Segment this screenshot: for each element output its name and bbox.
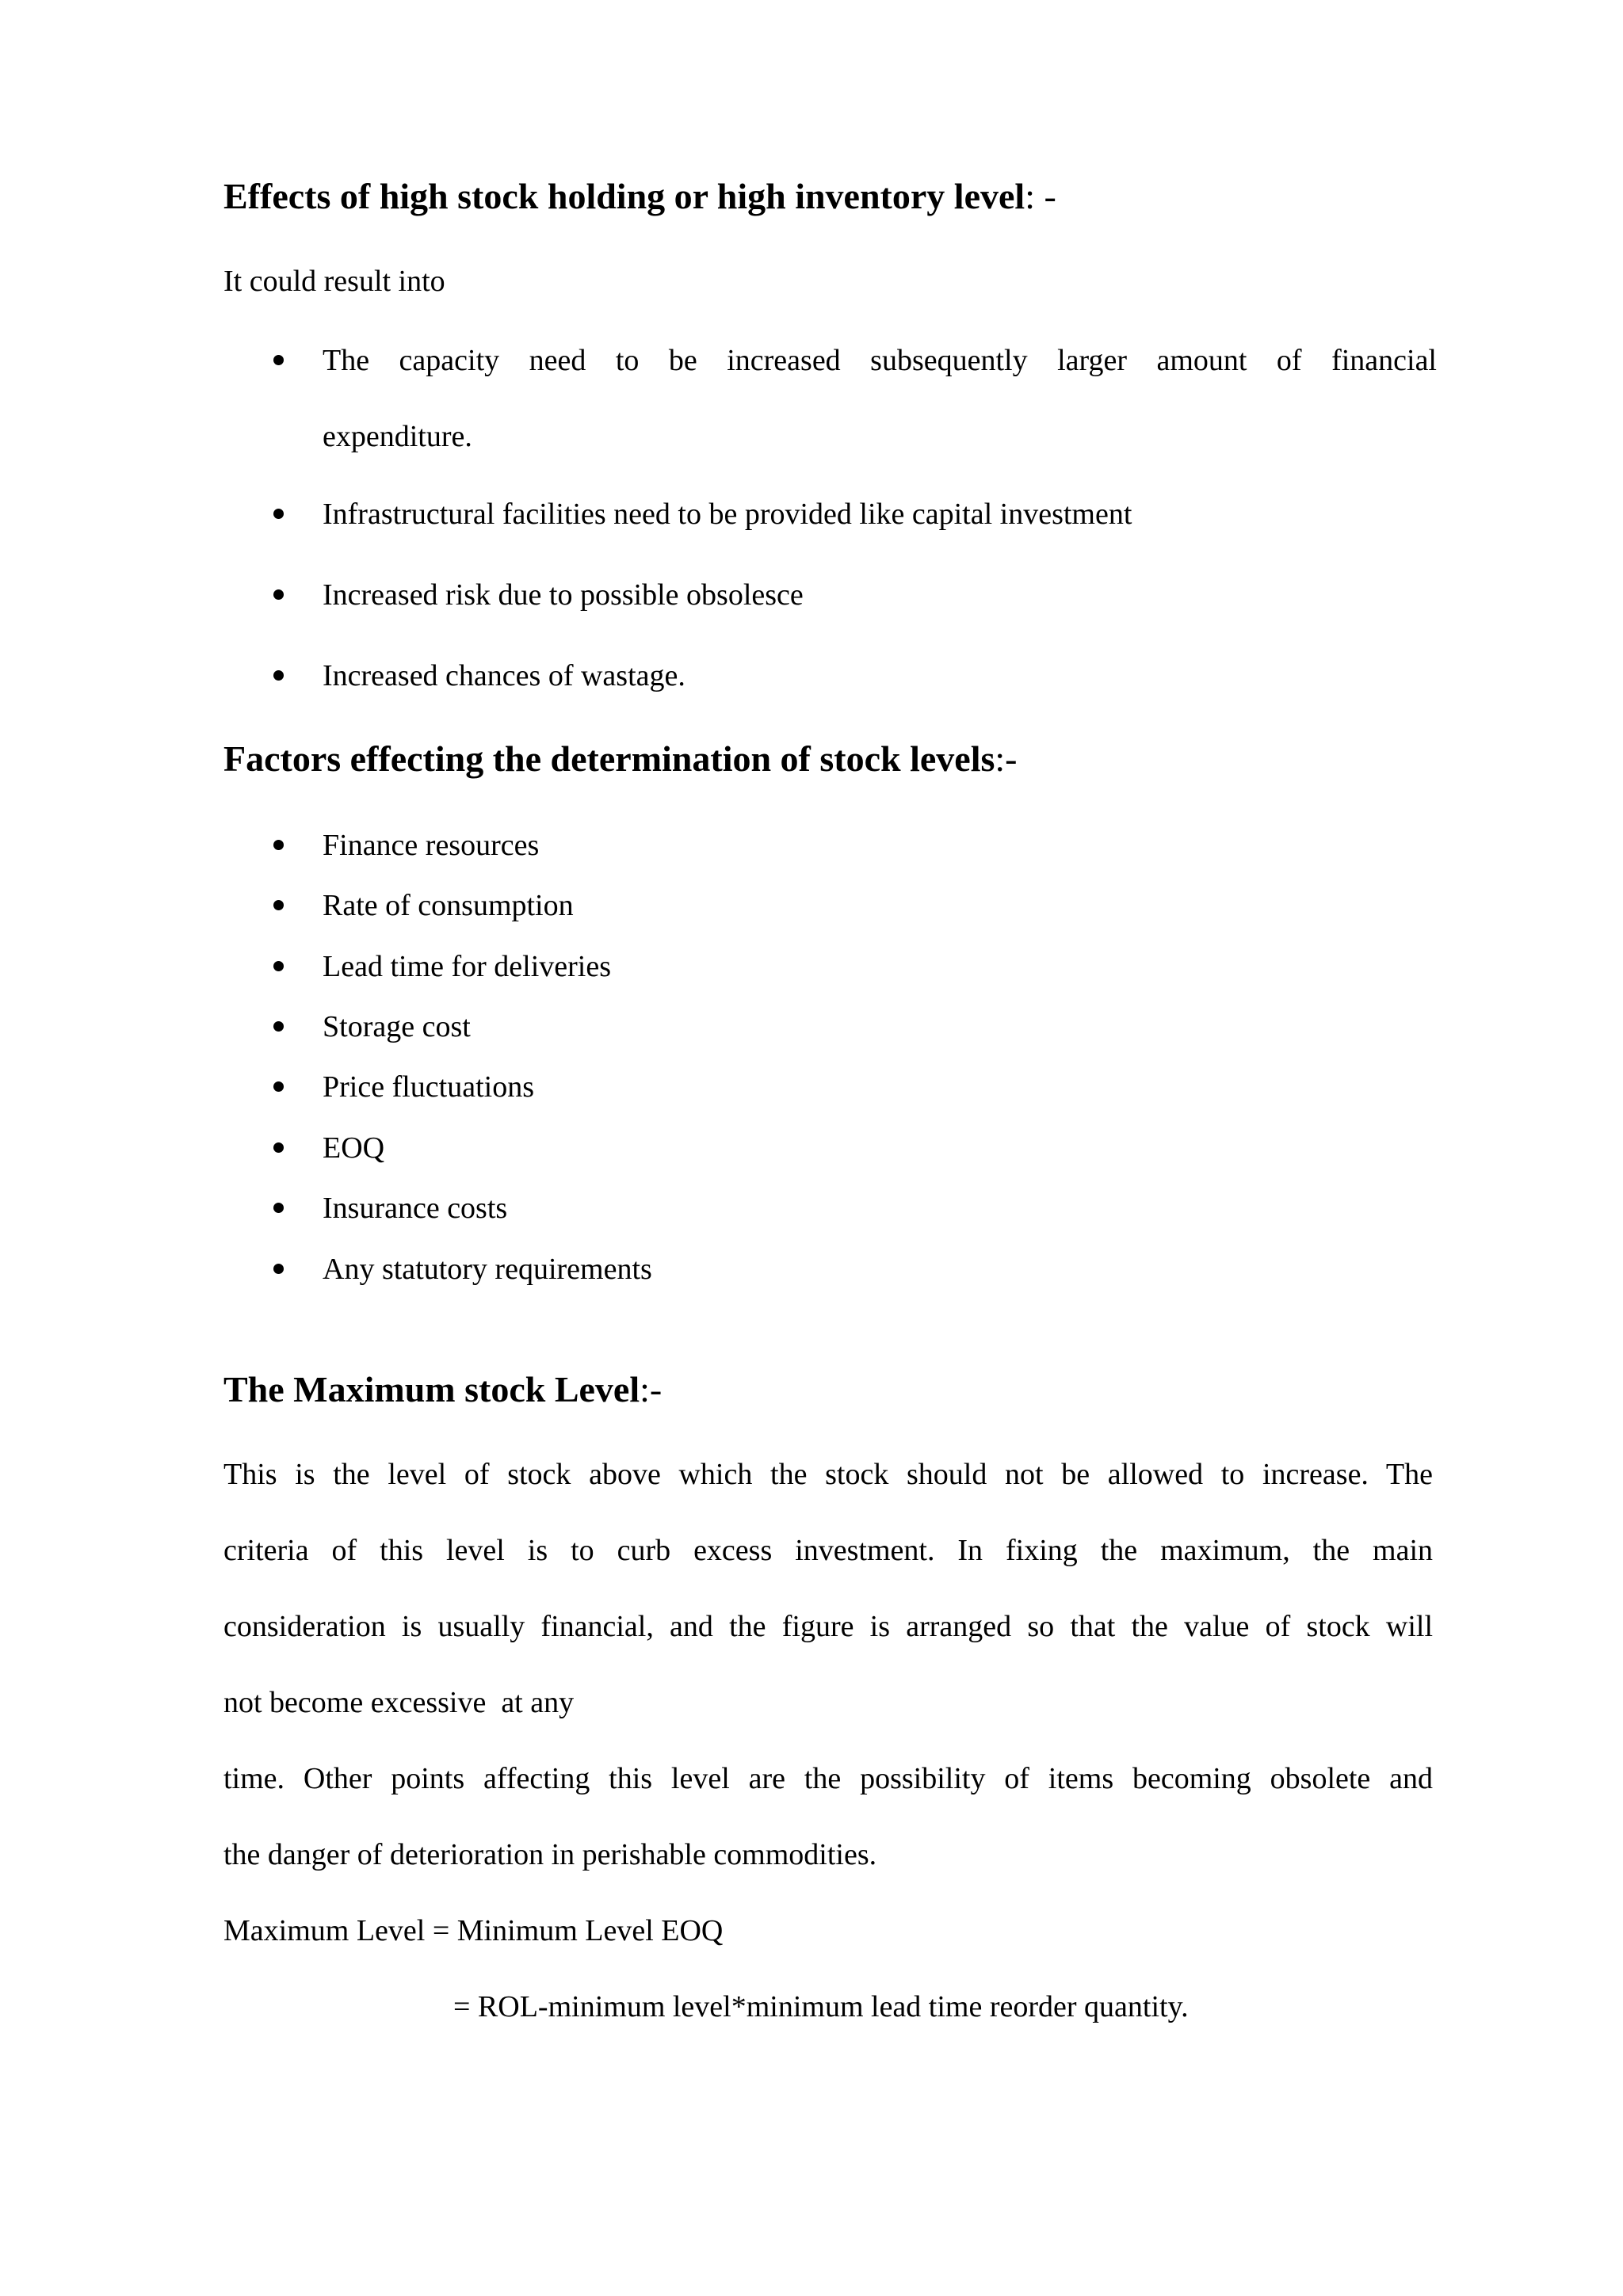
paragraph-line: the danger of deterioration in perishable commodities.	[223, 1838, 877, 1871]
list-item-text: Price fluctuations	[323, 1070, 534, 1104]
list-item-text: EOQ	[323, 1131, 385, 1165]
paragraph-line: not become excessive at any	[223, 1686, 575, 1719]
paragraph-line: criteria of this level is to curb excess investment. In fixing the maximum, the main	[223, 1534, 1433, 1567]
paragraph-line: consideration is usually financial, and the figure is arranged so that the value of stock will	[223, 1610, 1433, 1643]
list-item-text: Any statutory requirements	[323, 1253, 652, 1286]
list-item-text: expenditure.	[323, 420, 472, 453]
list-item-text: Insurance costs	[323, 1192, 508, 1225]
list-item-text: Infrastructural facilities need to be provided like capital investment	[323, 498, 1132, 531]
bullet-icon	[273, 1203, 284, 1213]
heading-suffix: : -	[1025, 176, 1056, 216]
formula-line: = ROL-minimum level*minimum lead time reorder quantity.	[453, 1990, 1189, 2023]
heading-text: Effects of high stock holding or high inventory level	[223, 176, 1025, 216]
paragraph-line: This is the level of stock above which the stock should not be allowed to increase. The	[223, 1458, 1433, 1491]
list-item-text: Lead time for deliveries	[323, 950, 612, 983]
bullet-icon	[273, 840, 284, 850]
bullet-icon	[273, 900, 284, 910]
list-item-text: Increased risk due to possible obsolesce	[323, 578, 804, 612]
heading-text: Factors effecting the determination of stock levels	[223, 738, 995, 779]
heading-suffix: :-	[640, 1369, 663, 1409]
section-heading-maximum-stock	[223, 1366, 662, 1413]
list-item-text: Increased chances of wastage.	[323, 659, 685, 692]
formula-line: Maximum Level = Minimum Level EOQ	[223, 1914, 724, 1947]
bullet-icon	[273, 1264, 284, 1274]
list-item-text: Rate of consumption	[323, 889, 574, 922]
intro-text: It could result into	[223, 265, 445, 298]
bullet-icon	[273, 1142, 284, 1153]
bullet-icon	[273, 509, 284, 519]
bullet-icon	[273, 961, 284, 971]
section-heading-high-stock	[223, 173, 1056, 220]
bullet-icon	[273, 589, 284, 600]
section-heading-factors	[223, 735, 1018, 783]
list-item-text: Finance resources	[323, 829, 540, 862]
list-item-text: The capacity need to be increased subsequently larger amount of financial	[323, 344, 1437, 377]
heading-text: The Maximum stock Level	[223, 1369, 640, 1409]
heading-suffix: :-	[995, 738, 1018, 779]
paragraph-line: time. Other points affecting this level are the possibility of items becoming obsolete and	[223, 1762, 1433, 1795]
bullet-icon	[273, 355, 284, 365]
bullet-icon	[273, 670, 284, 681]
bullet-icon	[273, 1081, 284, 1092]
list-item-text: Storage cost	[323, 1010, 471, 1043]
bullet-icon	[273, 1021, 284, 1032]
